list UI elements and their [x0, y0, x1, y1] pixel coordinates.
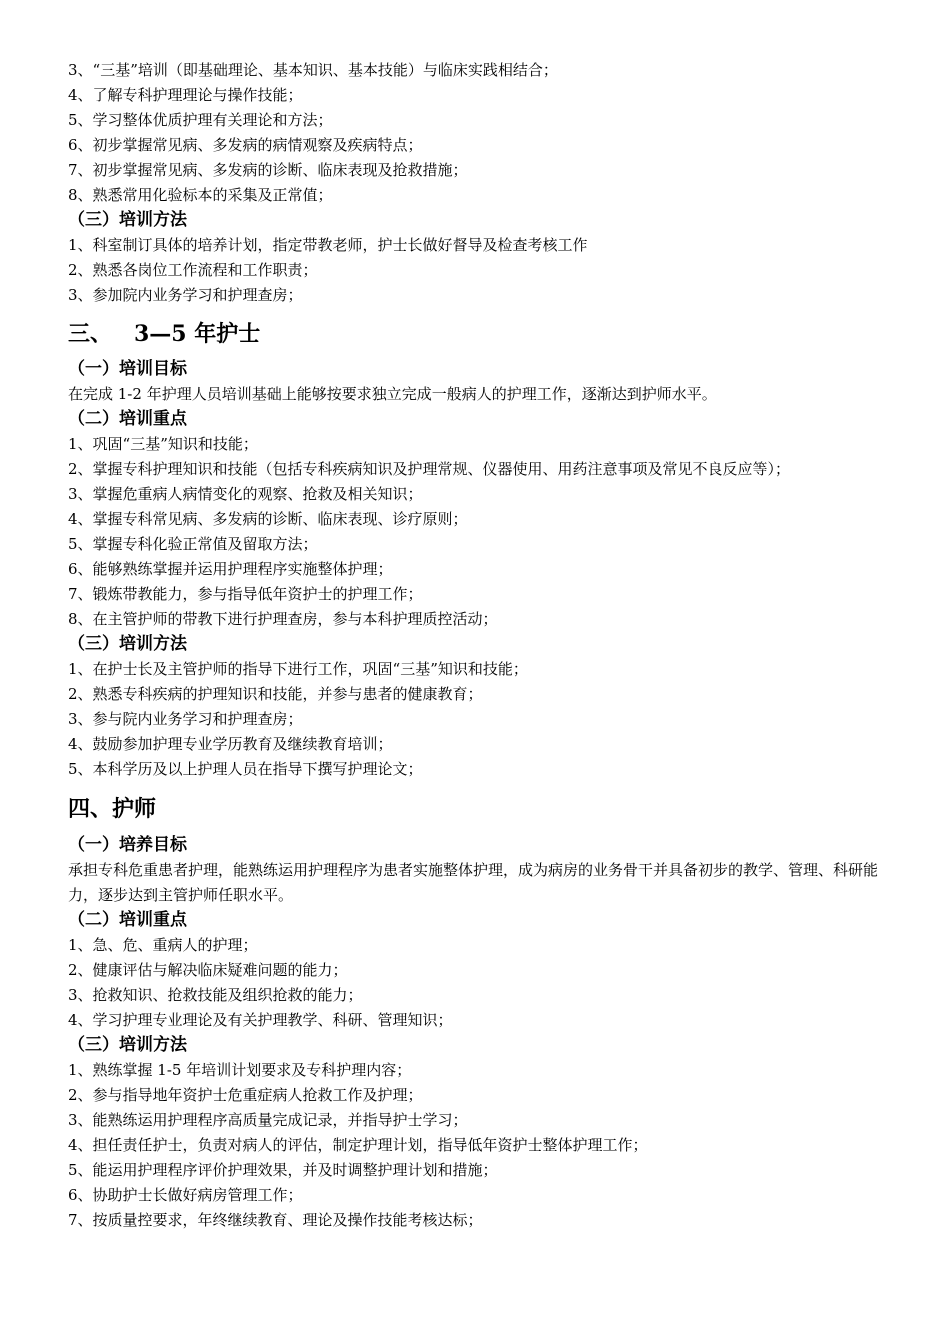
list-item: 3、掌握危重病人病情变化的观察、抢救及相关知识； [68, 485, 423, 503]
document-page [68, 58, 898, 1233]
list-item: 2、健康评估与解决临床疑难问题的能力； [68, 961, 348, 979]
section-title: 3—5 年护士 [134, 321, 261, 347]
list-item: 8、熟悉常用化验标本的采集及正常值； [68, 186, 333, 204]
list-item: 7、初步掌握常见病、多发病的诊断、临床表现及抢救措施； [68, 161, 468, 179]
list-item: 4、了解专科护理理论与操作技能； [68, 86, 303, 104]
list-item: 7、按质量控要求，年终继续教育、理论及操作技能考核达标； [68, 1211, 483, 1229]
list-item: 1、巩固“三基”知识和技能； [68, 435, 258, 453]
subsection-heading: （一）培养目标 [68, 835, 187, 855]
list-item: 3、参与院内业务学习和护理查房； [68, 710, 303, 728]
list-item: 6、能够熟练掌握并运用护理程序实施整体护理； [68, 560, 393, 578]
paragraph: 在完成 1-2 年护理人员培训基础上能够按要求独立完成一般病人的护理工作，逐渐达到护师水平。 [68, 385, 717, 403]
methods-list [68, 657, 898, 782]
goals-continuation-list [68, 58, 898, 208]
list-item: 4、鼓励参加护理专业学历教育及继续教育培训； [68, 735, 393, 753]
subsection-heading: （二）培训重点 [68, 409, 187, 429]
section-heading [68, 319, 898, 349]
list-item: 3、参加院内业务学习和护理查房； [68, 286, 303, 304]
list-item: 3、能熟练运用护理程序高质量完成记录，并指导护士学习； [68, 1111, 468, 1129]
list-item: 4、学习护理专业理论及有关护理教学、科研、管理知识； [68, 1011, 453, 1029]
section-heading: 四、护师 [68, 796, 157, 822]
subsection-heading: （一）培训目标 [68, 359, 187, 379]
focus-list [68, 432, 898, 632]
subsection-heading: （二）培训重点 [68, 910, 187, 930]
subsection-heading: （三）培训方法 [68, 634, 187, 654]
methods-list [68, 1058, 898, 1233]
list-item: 4、担任责任护士，负责对病人的评估，制定护理计划，指导低年资护士整体护理工作； [68, 1136, 648, 1154]
list-item: 6、初步掌握常见病、多发病的病情观察及疾病特点； [68, 136, 423, 154]
subsection-heading: （三）培训方法 [68, 210, 187, 230]
focus-list [68, 933, 898, 1033]
list-item: 4、掌握专科常见病、多发病的诊断、临床表现、诊疗原则； [68, 510, 468, 528]
list-item: 8、在主管护师的带教下进行护理查房，参与本科护理质控活动； [68, 610, 498, 628]
list-item: 1、熟练掌握 1-5 年培训计划要求及专科护理内容； [68, 1061, 412, 1079]
list-item: 3、抢救知识、抢救技能及组织抢救的能力； [68, 986, 363, 1004]
list-item: 7、锻炼带教能力，参与指导低年资护士的护理工作； [68, 585, 423, 603]
list-item: 2、熟悉各岗位工作流程和工作职责； [68, 261, 318, 279]
list-item: 1、急、危、重病人的护理； [68, 936, 258, 954]
list-item: 2、参与指导地年资护士危重症病人抢救工作及护理； [68, 1086, 423, 1104]
list-item: 5、能运用护理程序评价护理效果，并及时调整护理计划和措施； [68, 1161, 498, 1179]
list-item: 2、掌握专科护理知识和技能（包括专科疾病知识及护理常规、仪器使用、用药注意事项及常见不良反应等）； [68, 460, 791, 478]
list-item: 1、在护士长及主管护师的指导下进行工作，巩固“三基”知识和技能； [68, 660, 528, 678]
list-item: 5、学习整体优质护理有关理论和方法； [68, 111, 333, 129]
list-item: 5、本科学历及以上护理人员在指导下撰写护理论文； [68, 760, 423, 778]
list-item: 2、熟悉专科疾病的护理知识和技能，并参与患者的健康教育； [68, 685, 483, 703]
list-item: 3、“三基”培训（即基础理论、基本知识、基本技能）与临床实践相结合； [68, 61, 558, 79]
list-item: 1、科室制订具体的培养计划，指定带教老师，护士长做好督导及检查考核工作 [68, 236, 588, 254]
list-item: 6、协助护士长做好病房管理工作； [68, 1186, 303, 1204]
section-number: 三、 [68, 321, 113, 347]
methods-list [68, 233, 898, 308]
subsection-heading: （三）培训方法 [68, 1035, 187, 1055]
list-item: 5、掌握专科化验正常值及留取方法； [68, 535, 318, 553]
paragraph: 承担专科危重患者护理，能熟练运用护理程序为患者实施整体护理，成为病房的业务骨干并具备初步的教学、管理、科研能力，逐步达到主管护师任职水平。 [68, 861, 879, 904]
